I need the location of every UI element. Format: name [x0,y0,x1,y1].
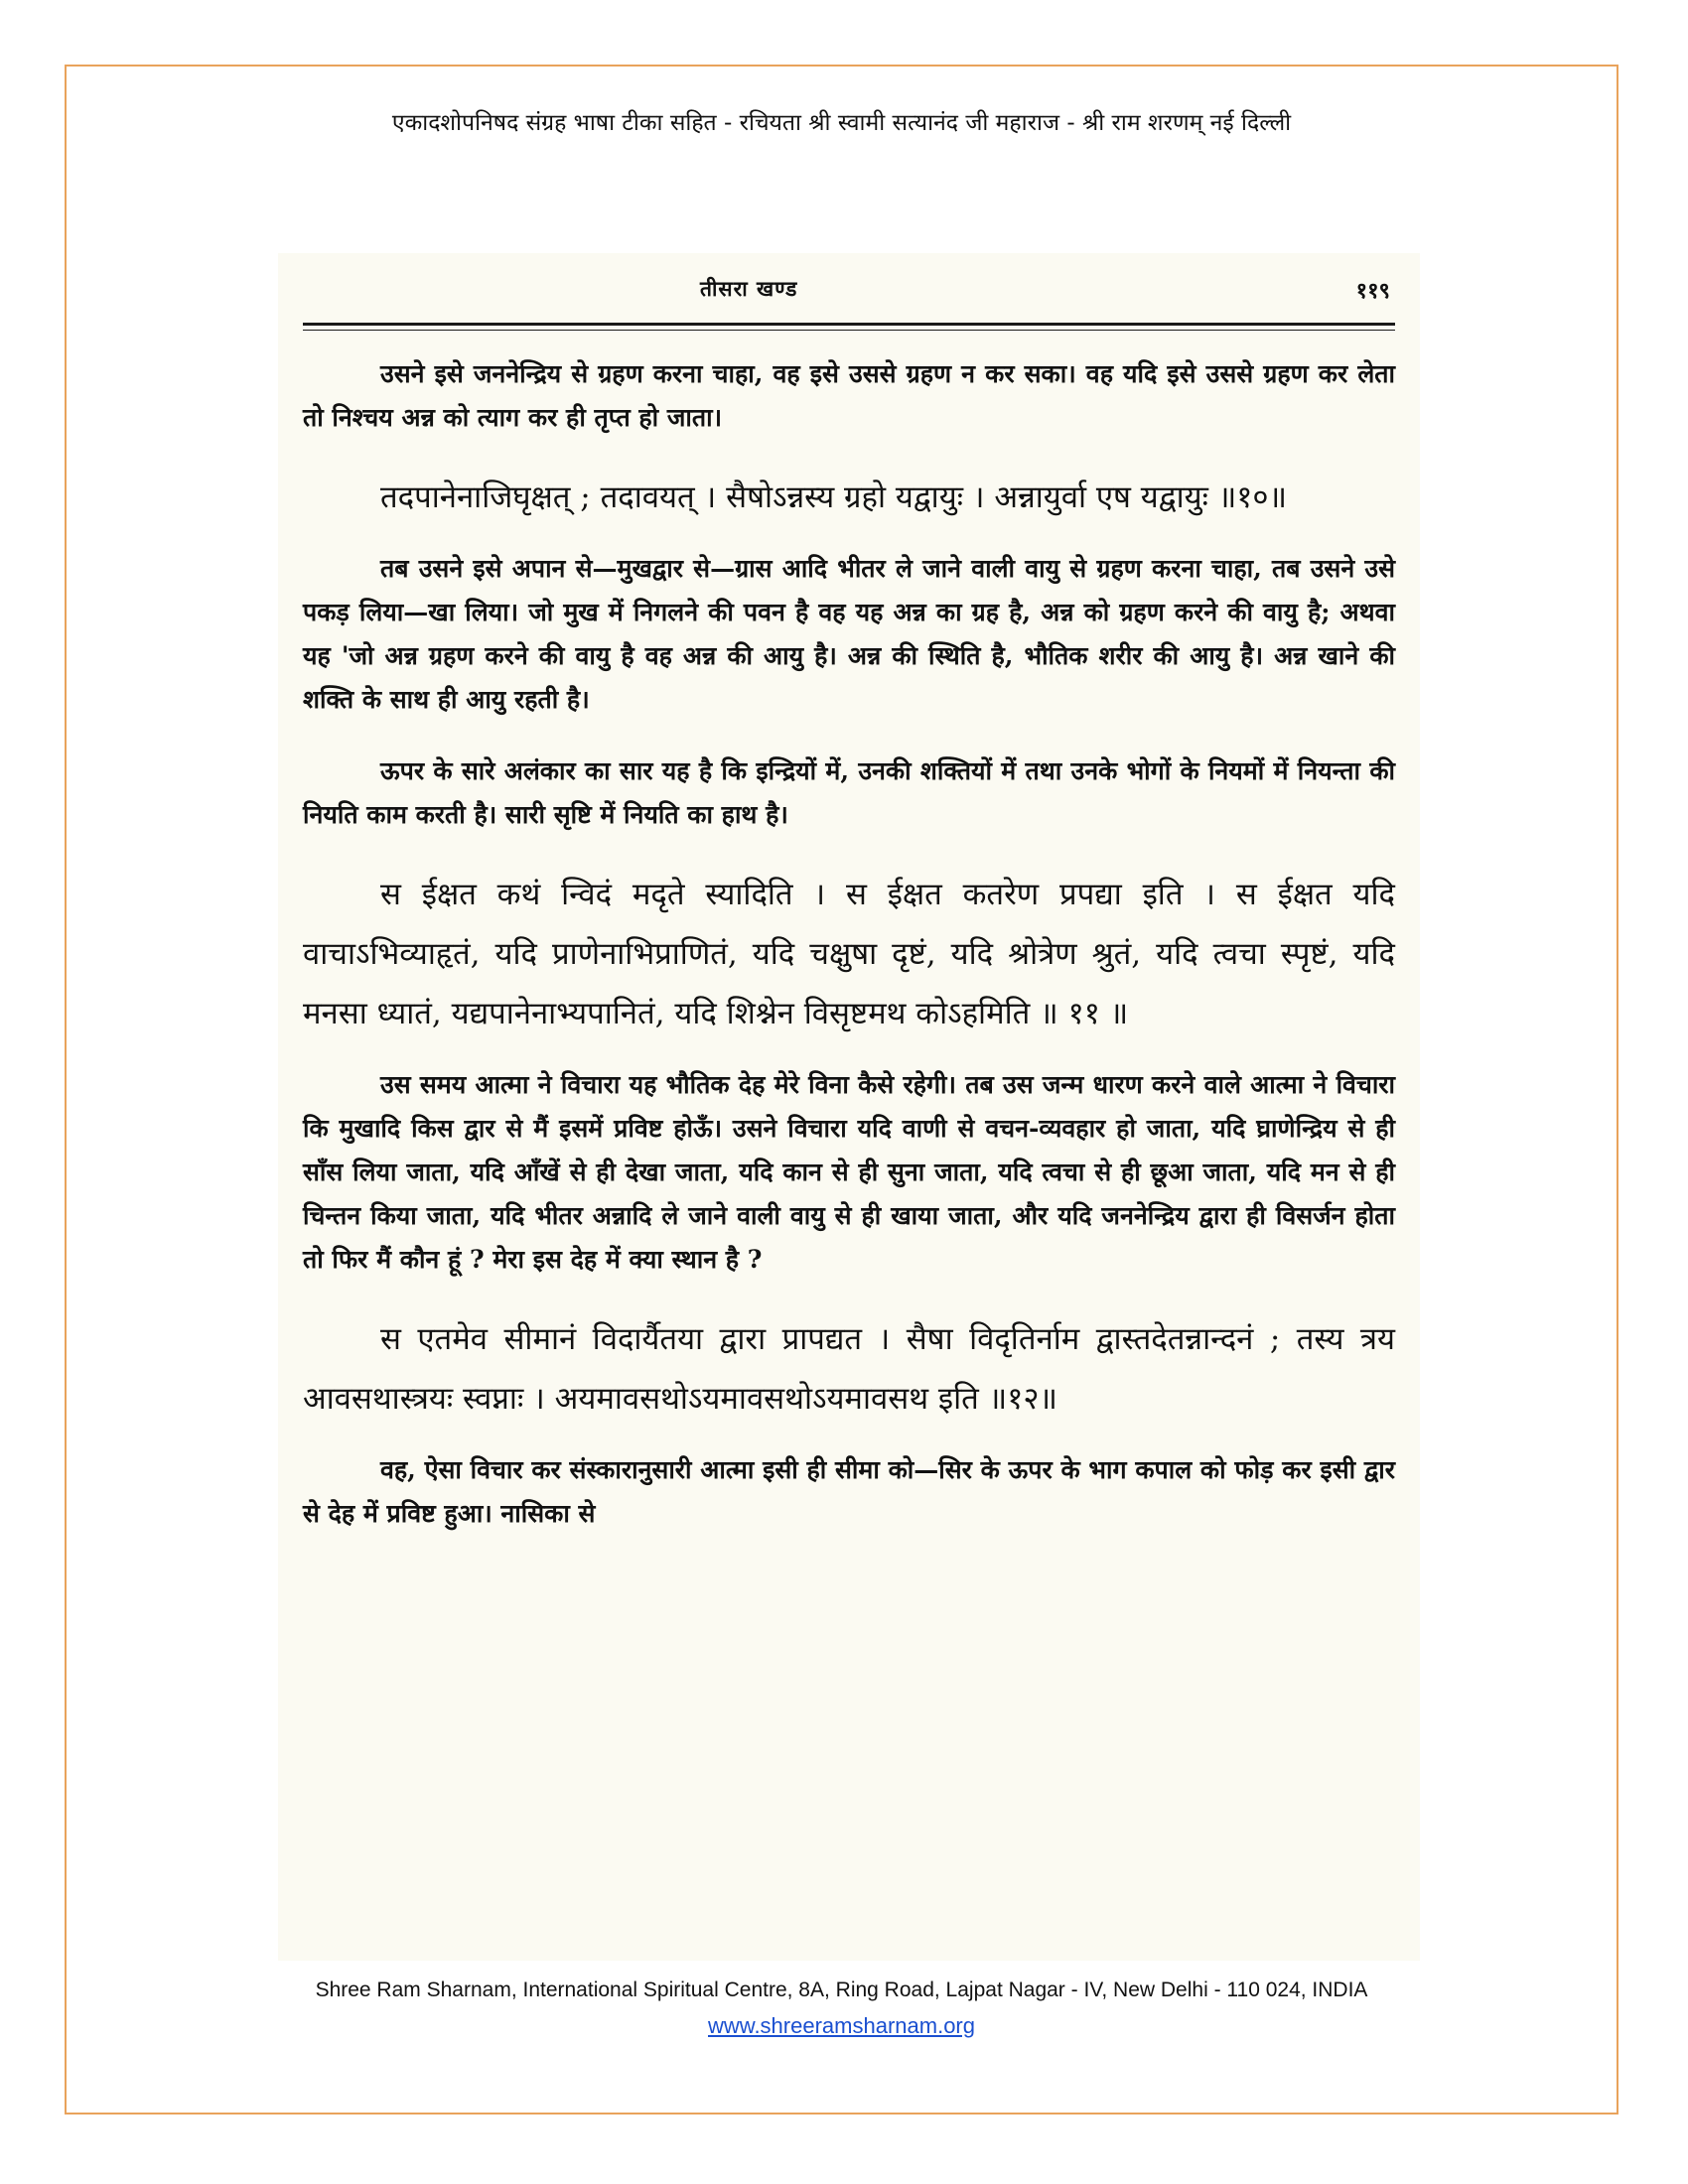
sanskrit-verse: स ईक्षत कथं न्विदं मदृते स्यादिति । स ईक्षत कतरेण प्रपद्या इति । स ईक्षत यदि वाचाऽभिव्याहृतं, यदि प्राणेनाभिप्राणितं, यदि चक्षुषा दृष्टं, यदि श्रोत्रेण श्रुतं, यदि त्वचा स्पृष्टं, यदि मनसा ध्यातं, यद्यपानेनाभ्यपानितं, यदि शिश्नेन विसृष्टमथ कोऽहमिति ॥ ११ ॥ [303,877,1395,1031]
header-rule [303,323,1395,331]
scanned-page-content [303,253,1395,1564]
chapter-title: तीसरा खण्ड [700,276,798,301]
website-link[interactable]: www.shreeramsharnam.org [708,2013,975,2038]
footer-website [65,2013,1618,2039]
footer-address: Shree Ram Sharnam, International Spiritual Centre, 8A, Ring Road, Lajpat Nagar - IV, New Delhi - 110 024, INDIA [315,1979,1368,2001]
hindi-paragraph: ऊपर के सारे अलंकार का सार यह है कि इन्द्रियों में, उनकी शक्तियों में तथा उनके भोगों के नियमों में नियन्ता की नियति काम करती है। सारी सृष्टि में नियति का हाथ है। [303,756,1395,829]
hindi-paragraph: वह, ऐसा विचार कर संस्कारानुसारी आत्मा इसी ही सीमा को—सिर के ऊपर के भाग कपाल को फोड़ कर इसी द्वार से देह में प्रविष्ट हुआ। नासिका से [303,1455,1395,1528]
sanskrit-verse: स एतमेव सीमानं विदार्यैतया द्वारा प्रापद्यत । सैषा विदृतिर्नाम द्वास्तदेतन्नान्दनं ; तस्य त्रय आवसथास्त्रयः स्वप्नाः । अयमावसथोऽयमावसथोऽयमावसथ इति ॥१२॥ [303,1321,1395,1417]
document-header: एकादशोपनिषद संग्रह भाषा टीका सहित - रचियता श्री स्वामी सत्यानंद जी महाराज - श्री राम शरणम् नई दिल्ली [391,110,1292,136]
hindi-paragraph: उसने इसे जननेन्द्रिय से ग्रहण करना चाहा, वह इसे उससे ग्रहण न कर सका। वह यदि इसे उससे ग्रहण कर लेता तो निश्चय अन्न को त्याग कर ही तृप्त हो जाता। [303,359,1395,432]
hindi-paragraph: तब उसने इसे अपान से—मुखद्वार से—ग्रास आदि भीतर ले जाने वाली वायु से ग्रहण करना चाहा, तब उसने उसे पकड़ लिया—खा लिया। जो मुख में निगलने की पवन है वह यह अन्न का ग्रह है, अन्न को ग्रहण करने की वायु है; अथवा यह 'जो अन्न ग्रहण करने की वायु है वह अन्न की आयु है। अन्न की स्थिति है, भौतिक शरीर की आयु है। अन्न खाने की शक्ति के साथ ही आयु रहती है। [303,554,1395,714]
page-number: ११९ [1355,278,1390,304]
scanned-page [278,253,1420,1961]
sanskrit-verse: तदपानेनाजिघृक्षत् ; तदावयत् । सैषोऽन्नस्य ग्रहो यद्वायुः । अन्नायुर्वा एष यद्वायुः ॥१०॥ [380,479,1288,515]
running-head [303,253,1395,323]
hindi-paragraph: उस समय आत्मा ने विचारा यह भौतिक देह मेरे विना कैसे रहेगी। तब उस जन्म धारण करने वाले आत्मा ने विचारा कि मुखादि किस द्वार से मैं इसमें प्रविष्ट होऊँ। उसने विचारा यदि वाणी से वचन-व्यवहार हो जाता, यदि घ्राणेन्द्रिय से ही साँस लिया जाता, यदि आँखें से ही देखा जाता, यदि कान से ही सुना जाता, यदि त्वचा से ही छूआ जाता, यदि मन से ही चिन्तन किया जाता, यदि भीतर अन्नादि ले जाने वाली वायु से ही खाया जाता, और यदि जननेन्द्रिय द्वारा ही विसर्जन होता तो फिर मैं कौन हूं ? मेरा इस देह में क्या स्थान है ? [303,1070,1395,1274]
